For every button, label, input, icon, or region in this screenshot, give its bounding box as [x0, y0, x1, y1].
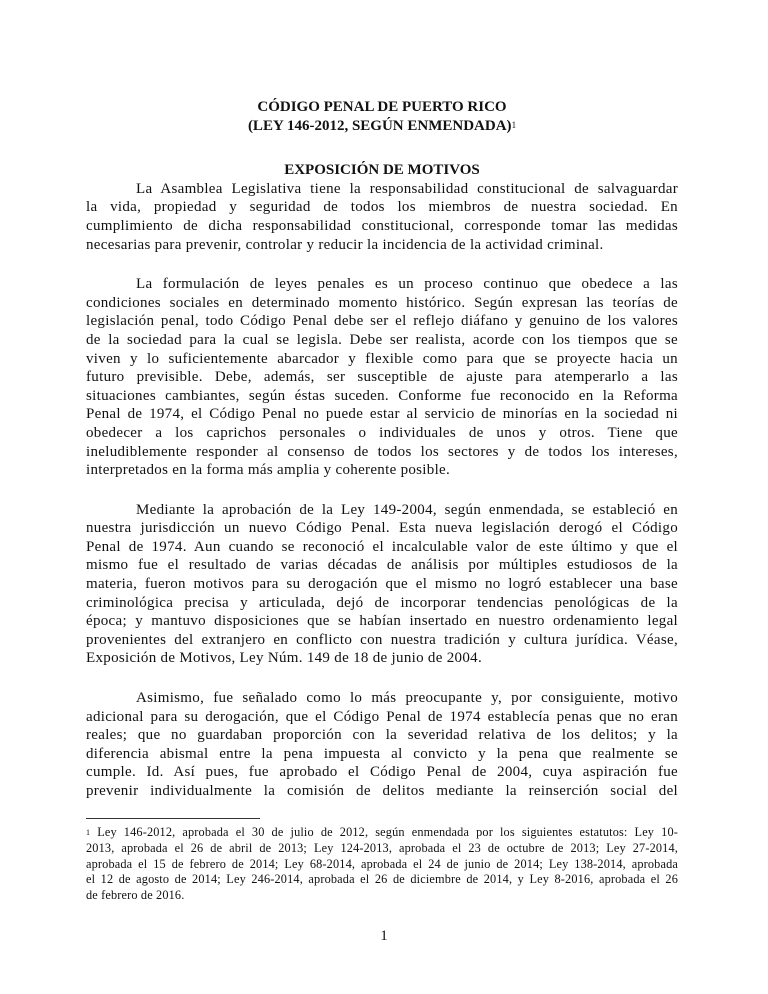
footnote-separator — [86, 818, 260, 819]
footnote-line: aprobada el 15 de febrero de 2014; Ley 68-2014, aprobada el 24 de junio de 2014; Ley 138-2014, aprobada — [86, 856, 678, 871]
text-line: obedecer a los caprichos personales o individuales de unos y otros. Tiene que — [86, 424, 678, 441]
text-line: futuro previsible. Debe, además, ser susceptible de ajuste para atemperarlo a las — [86, 369, 678, 386]
text-line: diferencia abismal entre la pena impuesta al convicto y la pena que realmente se — [86, 745, 678, 762]
text-line: Asimismo, fue señalado como lo más preocupante y, por consiguiente, motivo — [136, 690, 678, 707]
footnote-line — [86, 825, 678, 841]
text-line: adicional para su derogación, que el Código Penal de 1974 establecía penas que no eran — [86, 708, 678, 725]
text-line: Penal de 1974, el Código Penal no puede estar al servicio de minorías en la sociedad ni — [86, 406, 678, 423]
text-line: situaciones cambiantes, según éstas suceden. Conforme fue reconocido en la Reforma — [86, 387, 678, 404]
footnote-reference[interactable]: 1 — [511, 119, 517, 130]
text-line: nuestra jurisdicción un nuevo Código Penal. Esta nueva legislación derogó el Código — [86, 520, 678, 537]
text-line: Exposición de Motivos, Ley Núm. 149 de 18 de junio de 2004. — [86, 650, 482, 667]
text-line: provenientes del extranjero en conflicto con nuestra tradición y cultura jurídica. Véase, — [86, 631, 678, 648]
text-line: Penal de 1974. Aun cuando se reconoció el incalculable valor de este último y que el — [86, 538, 678, 555]
text-line: cumplimiento de dicha responsabilidad constitucional, corresponde tomar las medidas — [86, 217, 678, 234]
footnote-line: el 12 de agosto de 2014; Ley 246-2014, aprobada el 26 de diciembre de 2014, y Ley 8-2016, aprobada el 26 — [86, 872, 678, 887]
footnote — [86, 825, 678, 904]
paragraph — [86, 501, 678, 668]
footnote-line: 2013, aprobada el 26 de abril de 2013; Ley 124-2013, aprobada el 23 de octubre de 2013; Ley 27-2014, — [86, 840, 678, 855]
text-line: de la sociedad para la cual se legisla. Debe ser realista, acorde con los tiempos que se — [86, 331, 678, 348]
text-line: La Asamblea Legislativa tiene la responsabilidad constitucional de salvaguardar — [136, 180, 678, 197]
text-line: prevenir individualmente la comisión de delitos mediante la reinserción social del — [86, 783, 678, 799]
text-line: viven y lo suficientemente abarcador y flexible como para que se proyecte hacia un — [86, 350, 678, 367]
text-line: cumple. Id. Así pues, fue aprobado el Código Penal de 2004, cuya aspiración fue — [86, 764, 678, 781]
footnote-line: de febrero de 2016. — [86, 888, 185, 903]
document-page — [86, 98, 678, 801]
text-line: materia, fueron motivos para su derogación que el mismo no logró establecer una base — [86, 576, 678, 593]
text-line: legislación penal, todo Código Penal debe ser el reflejo diáfano y genuino de los valores — [86, 313, 678, 330]
text-line: interpretados en la forma más amplia y coherente posible. — [86, 462, 451, 479]
footnote-marker: 1 — [86, 828, 91, 837]
title-line-1: CÓDIGO PENAL DE PUERTO RICO — [257, 99, 507, 115]
text-line: ineludiblemente responder al consenso de todos los sectores y de todos los intereses, — [86, 443, 678, 460]
text-line: La formulación de leyes penales es un proceso continuo que obedece a las — [136, 276, 678, 293]
title-line-2 — [86, 117, 678, 136]
paragraph — [86, 689, 678, 801]
body-text — [86, 180, 678, 801]
section-heading: EXPOSICIÓN DE MOTIVOS — [284, 162, 480, 179]
text-line: la vida, propiedad y seguridad de todos los miembros de nuestra sociedad. En — [86, 199, 678, 216]
page-number: 1 — [380, 928, 388, 944]
text-line: mismo fue el resultado de varias décadas de análisis por múltiples estudiosos de la — [86, 557, 678, 574]
footnote-lines — [86, 825, 678, 904]
text-line: época; y mantuvo disposiciones que se habían insertado en nuestro ordenamiento legal — [86, 613, 678, 630]
text-line: criminológica precisa y articulada, dejó de incorporar tendencias penológicas de la — [86, 594, 678, 611]
text-line: condiciones sociales en determinado momento histórico. Según expresan las teorías de — [86, 294, 678, 311]
paragraph — [86, 180, 678, 254]
text-line: necesarias para prevenir, controlar y reducir la incidencia de la actividad criminal. — [86, 236, 604, 253]
title-line-2-text: (LEY 146-2012, SEGÚN ENMENDADA) — [247, 117, 512, 134]
paragraph — [86, 275, 678, 480]
text-line: Mediante la aprobación de la Ley 149-2004, según enmendada, se estableció en — [136, 501, 678, 518]
footnote-line-text: Ley 146-2012, aprobada el 30 de julio de 2012, según enmendada por los siguientes estatutos: Ley 10- — [90, 825, 678, 839]
text-line: reales; que no guardaban proporción con la severidad relativa de los delitos; y la — [86, 727, 678, 744]
document-title — [86, 98, 678, 135]
